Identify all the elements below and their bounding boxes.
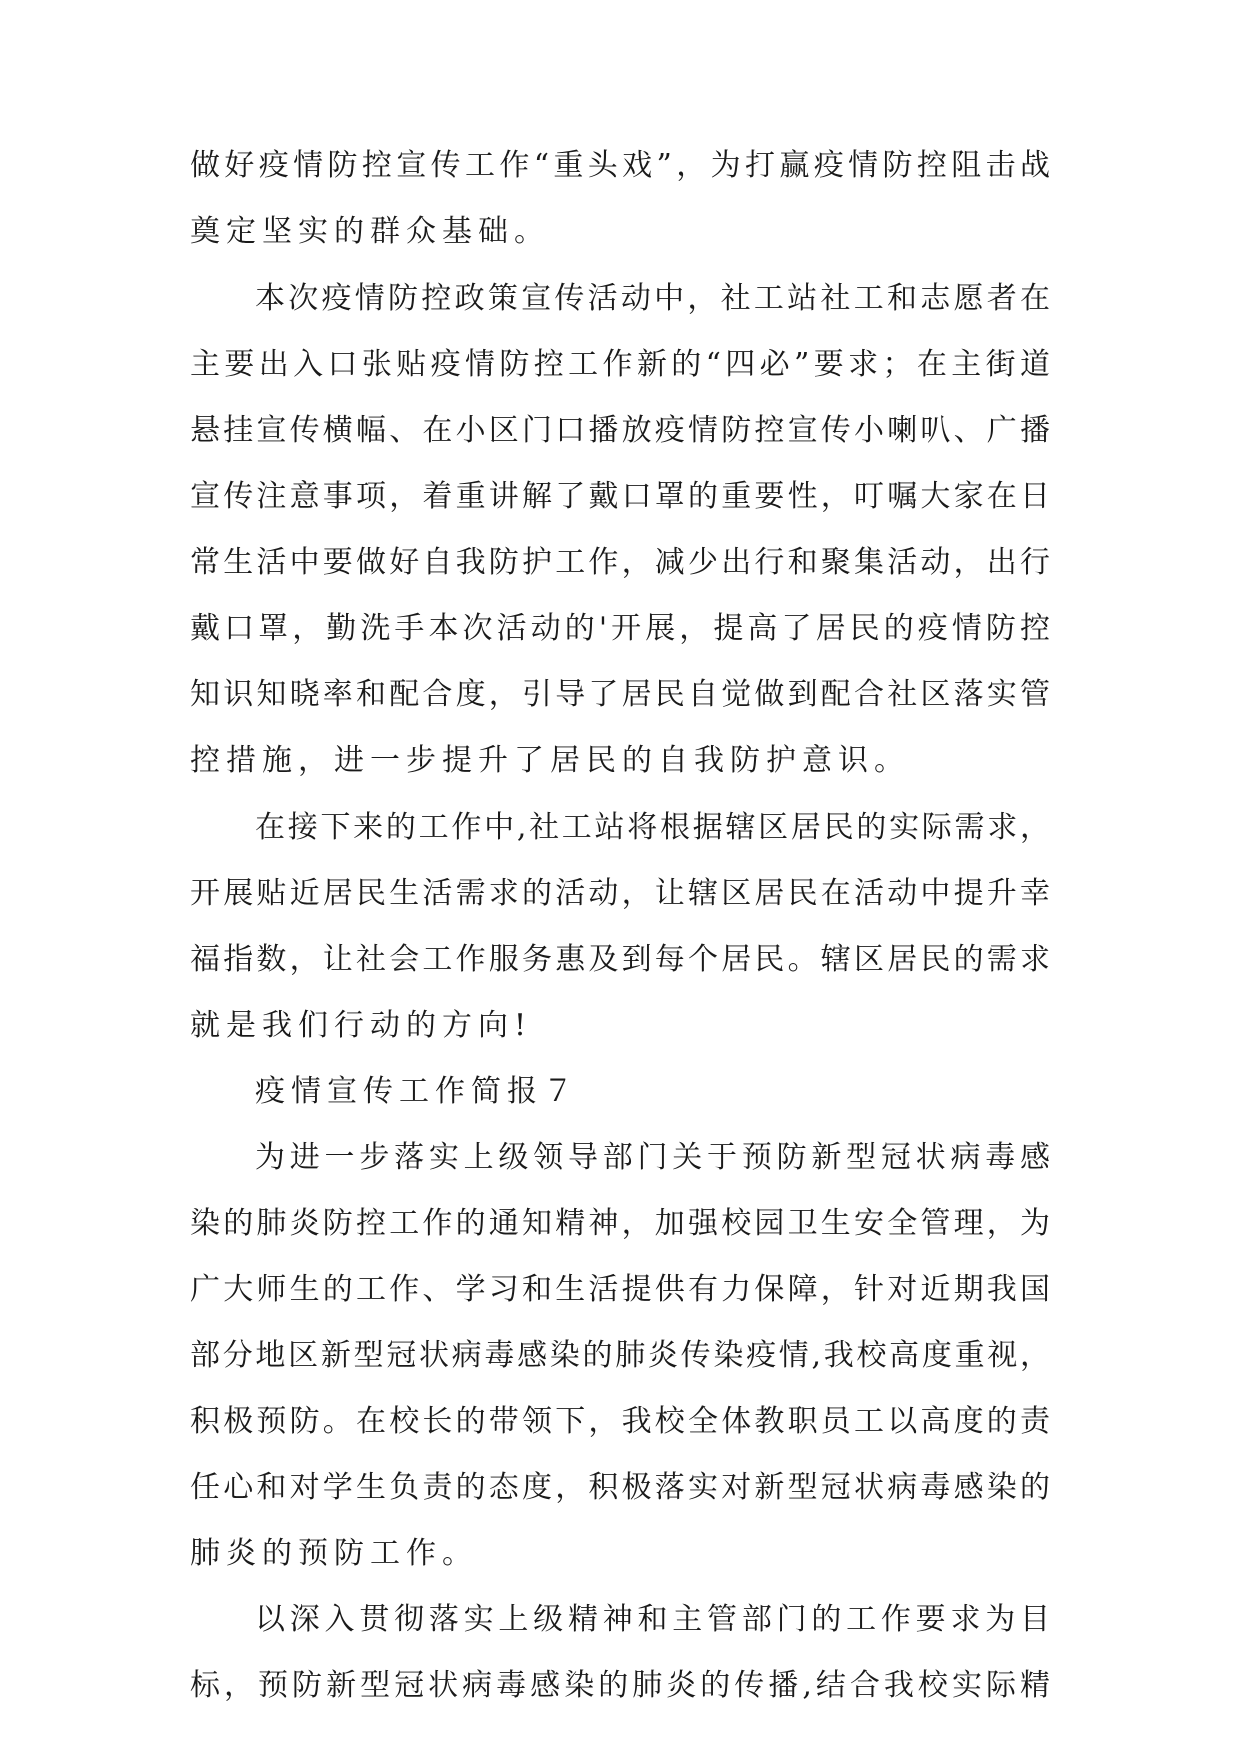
text-line: 染的肺炎防控工作的通知精神，加强校园卫生安全管理，为 [190,1206,1050,1241]
text-line: 知识知晓率和配合度，引导了居民自觉做到配合社区落实管 [190,677,1050,712]
text-line: 标，预防新型冠状病毒感染的肺炎的传播,结合我校实际精 [190,1668,1050,1703]
text-line: 福指数，让社会工作服务惠及到每个居民。辖区居民的需求 [190,942,1050,977]
text-line: 就是我们行动的方向! [190,1008,533,1043]
text-line: 部分地区新型冠状病毒感染的肺炎传染疫情,我校高度重视， [190,1338,1050,1373]
text-line: 戴口罩，勤洗手本次活动的'开展，提高了居民的疫情防控 [190,611,1050,646]
text-line: 常生活中要做好自我防护工作，减少出行和聚集活动，出行 [190,545,1050,580]
text-line: 积极预防。在校长的带领下，我校全体教职员工以高度的责 [190,1404,1050,1439]
text-line: 肺炎的预防工作。 [190,1536,478,1571]
text-line: 以深入贯彻落实上级精神和主管部门的工作要求为目 [255,1602,1050,1637]
text-line: 开展贴近居民生活需求的活动，让辖区居民在活动中提升幸 [190,876,1050,911]
text-line: 控措施，进一步提升了居民的自我防护意识。 [190,743,910,778]
text-line: 奠定坚实的群众基础。 [190,214,550,249]
text-line: 宣传注意事项，着重讲解了戴口罩的重要性，叮嘱大家在日 [190,479,1050,514]
text-line: 做好疫情防控宣传工作“重头戏”，为打赢疫情防控阻击战 [190,148,1050,183]
text-line: 广大师生的工作、学习和生活提供有力保障，针对近期我国 [190,1272,1050,1307]
section-heading: 疫情宣传工作简报７ [255,1074,579,1109]
text-line: 主要出入口张贴疫情防控工作新的“四必”要求；在主街道 [190,347,1050,382]
text-line: 本次疫情防控政策宣传活动中，社工站社工和志愿者在 [255,281,1050,316]
text-line: 任心和对学生负责的态度，积极落实对新型冠状病毒感染的 [190,1470,1050,1505]
text-line: 悬挂宣传横幅、在小区门口播放疫情防控宣传小喇叭、广播 [190,413,1050,448]
text-line: 在接下来的工作中,社工站将根据辖区居民的实际需求， [255,810,1050,845]
text-line: 为进一步落实上级领导部门关于预防新型冠状病毒感 [255,1140,1050,1175]
